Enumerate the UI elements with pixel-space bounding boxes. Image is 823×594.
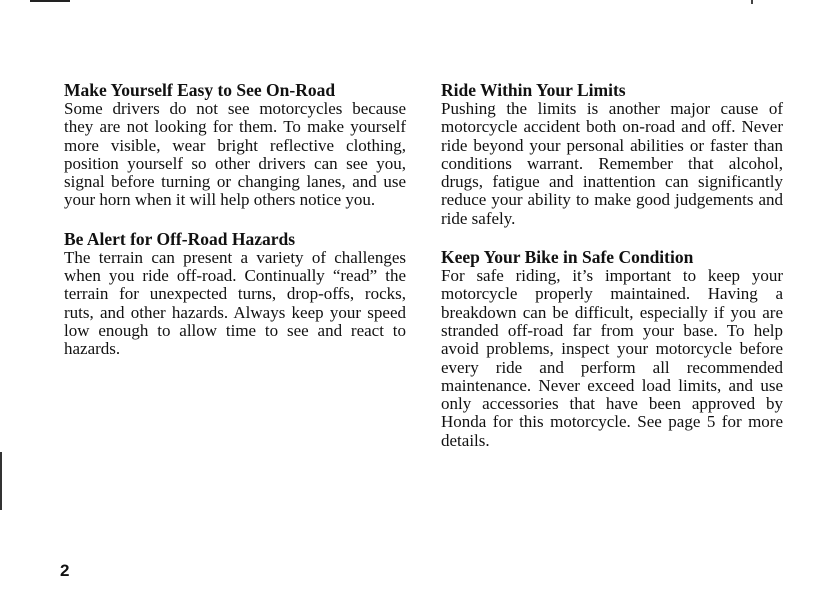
top-tick-mark bbox=[751, 0, 753, 4]
section-body: The terrain can present a variety of challenges when you ride off-road. Continually “read” the terrain for unexpected turns, drop-offs, rocks, ruts, and other hazards. Always keep your speed low enough to allow time to see and react to hazards. bbox=[64, 247, 406, 359]
section-heading: Make Yourself Easy to See On-Road bbox=[64, 80, 336, 100]
top-rule bbox=[30, 0, 70, 2]
section-safe-condition bbox=[441, 247, 783, 450]
section-body: Pushing the limits is another major cause of motorcycle accident both on-road and off. Never ride beyond your personal abilities or faster than conditions warrant. Remember that alcohol, drugs, fatigue and inattention can significantly reduce your ability to make good judgements and ride safely. bbox=[441, 99, 783, 228]
section-heading: Ride Within Your Limits bbox=[441, 80, 626, 100]
section-body: Some drivers do not see motorcycles because they are not looking for them. To make yourself more visible, wear bright reflective clothing, position yourself so other drivers can see you, signal before turning or changing lanes, and use your horn when it will help others notice you. bbox=[64, 99, 406, 210]
margin-bar bbox=[0, 452, 2, 510]
section-easy-to-see bbox=[64, 80, 406, 210]
section-body: For safe riding, it’s important to keep your motorcycle properly maintained. Having a breakdown can be difficult, especially if you are stranded off-road far from your base. To help avoid problems, inspect your motorcycle before every ride and perform all recommended maintenance. Never exceed load limits, and use only accessories that have been approved by Honda for this motorcycle. See page 5 for more details. bbox=[441, 266, 783, 450]
section-off-road-hazards bbox=[64, 229, 406, 359]
right-column bbox=[441, 80, 783, 469]
section-ride-within-limits bbox=[441, 80, 783, 228]
page-number: 2 bbox=[60, 561, 70, 580]
section-heading: Keep Your Bike in Safe Condition bbox=[441, 247, 694, 268]
section-heading: Be Alert for Off-Road Hazards bbox=[64, 228, 296, 249]
left-column bbox=[64, 80, 406, 378]
